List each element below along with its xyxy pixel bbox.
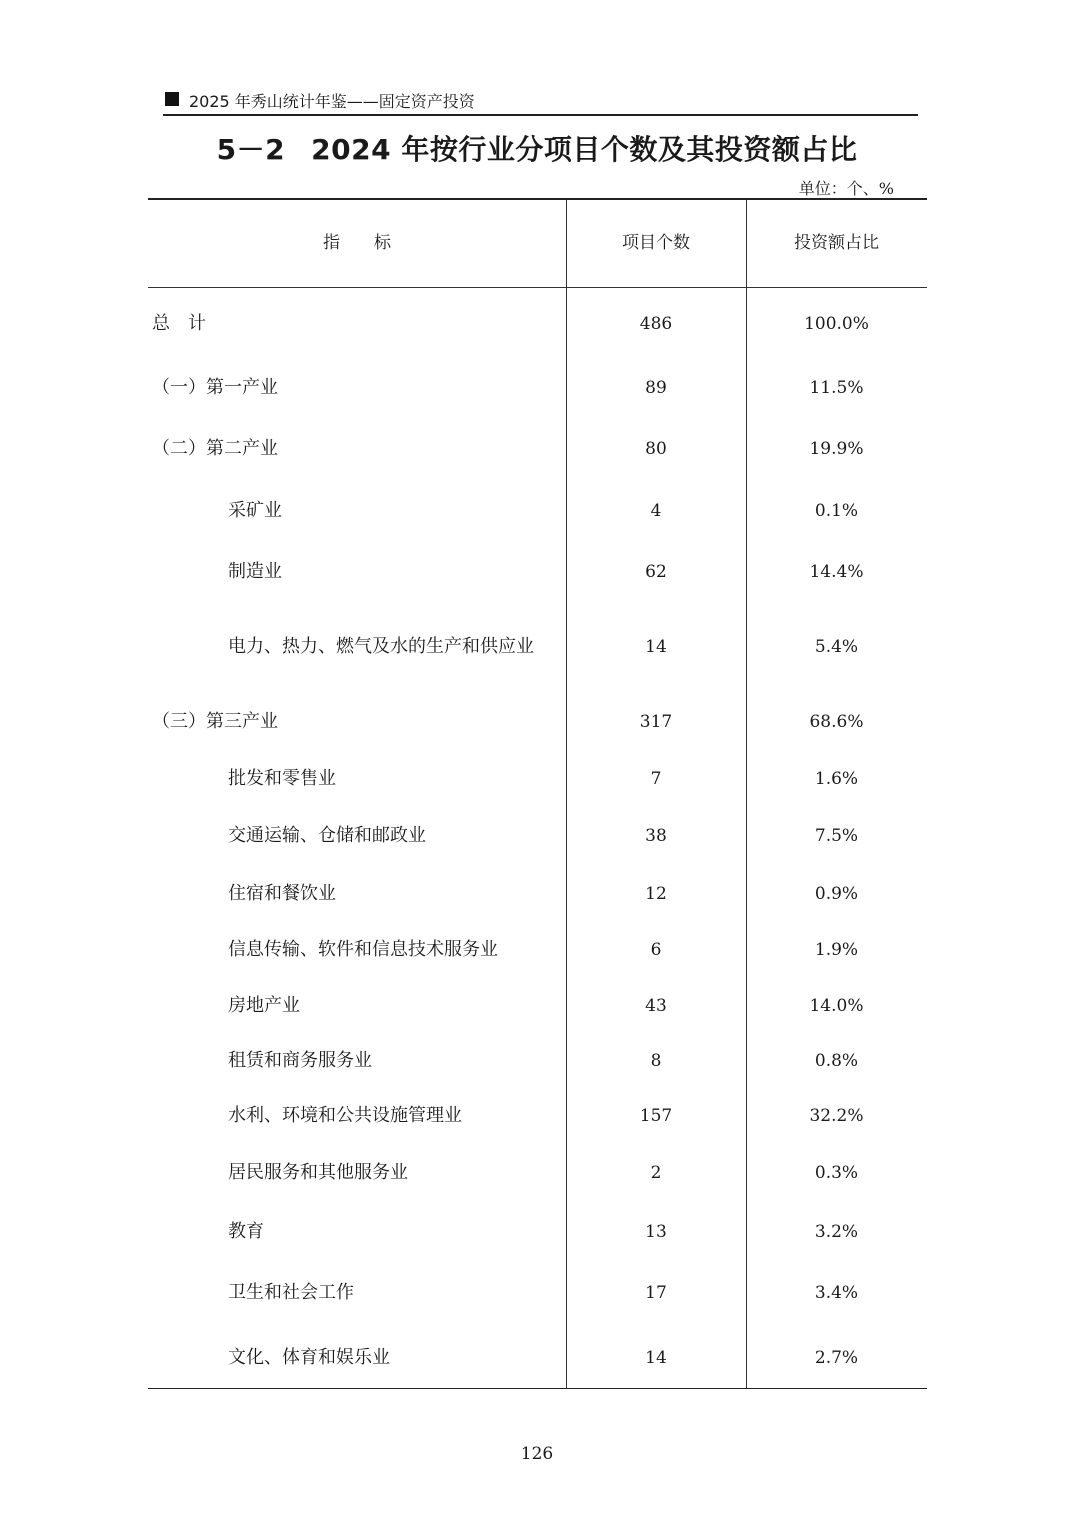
table-row xyxy=(148,1278,927,1308)
row-label: （三）第三产业 xyxy=(152,711,278,732)
row-label: （一）第一产业 xyxy=(152,377,278,398)
row-share: 7.5% xyxy=(814,826,859,846)
row-label: 信息传输、软件和信息技术服务业 xyxy=(228,939,498,960)
table-row xyxy=(148,1217,927,1247)
row-count: 89 xyxy=(645,378,667,398)
running-header xyxy=(163,88,918,116)
row-count: 7 xyxy=(650,769,662,789)
row-share: 3.2% xyxy=(814,1222,859,1242)
row-share: 0.1% xyxy=(814,501,859,521)
row-share: 19.9% xyxy=(809,439,864,459)
row-label: 住宿和餐饮业 xyxy=(228,883,336,904)
row-label: 交通运输、仓储和邮政业 xyxy=(228,825,426,846)
table-row xyxy=(148,632,927,662)
table-row xyxy=(148,991,927,1021)
header-square-mark xyxy=(165,92,179,106)
row-share: 5.4% xyxy=(814,637,859,657)
row-count: 17 xyxy=(645,1283,667,1303)
column-header-share: 投资额占比 xyxy=(794,233,879,253)
row-label: 房地产业 xyxy=(228,995,300,1016)
table-row xyxy=(148,879,927,909)
row-share: 14.0% xyxy=(809,996,864,1016)
table-row xyxy=(148,1343,927,1373)
table-row xyxy=(148,434,927,464)
table-row xyxy=(148,309,927,339)
table-row xyxy=(148,1158,927,1188)
row-label: 批发和零售业 xyxy=(228,768,336,789)
column-header-indicator: 指 标 xyxy=(323,233,391,253)
row-count: 8 xyxy=(650,1051,662,1071)
table-title xyxy=(0,128,1074,168)
row-share: 1.6% xyxy=(814,769,859,789)
table-row xyxy=(148,373,927,403)
row-count: 317 xyxy=(639,712,673,732)
row-share: 14.4% xyxy=(809,562,864,582)
table-row xyxy=(148,935,927,965)
row-share: 68.6% xyxy=(809,712,864,732)
row-share: 32.2% xyxy=(809,1106,864,1126)
data-table xyxy=(148,198,927,1389)
row-label: 教育 xyxy=(228,1221,264,1242)
row-share: 1.9% xyxy=(814,940,859,960)
row-count: 13 xyxy=(645,1222,667,1242)
row-label: （二）第二产业 xyxy=(152,438,278,459)
table-row xyxy=(148,1101,927,1131)
row-count: 157 xyxy=(639,1106,673,1126)
row-count: 43 xyxy=(645,996,667,1016)
row-count: 80 xyxy=(645,439,667,459)
row-share: 2.7% xyxy=(814,1348,859,1368)
row-count: 14 xyxy=(645,637,667,657)
row-count: 4 xyxy=(650,501,662,521)
table-row xyxy=(148,1046,927,1076)
unit-note: 单位：个、% xyxy=(798,179,894,198)
row-count: 38 xyxy=(645,826,667,846)
row-label: 文化、体育和娱乐业 xyxy=(228,1347,390,1368)
row-count: 14 xyxy=(645,1348,667,1368)
row-label: 租赁和商务服务业 xyxy=(228,1050,372,1071)
row-count: 12 xyxy=(645,884,667,904)
table-number: 5－2 xyxy=(216,133,286,166)
table-row xyxy=(148,496,927,526)
row-label: 电力、热力、燃气及水的生产和供应业 xyxy=(228,636,534,657)
table-row xyxy=(148,821,927,851)
row-label: 采矿业 xyxy=(228,500,282,521)
page-number: 126 xyxy=(520,1444,554,1464)
row-label: 水利、环境和公共设施管理业 xyxy=(228,1105,462,1126)
table-title-text: 2024 年按行业分项目个数及其投资额占比 xyxy=(311,133,858,166)
header-rule xyxy=(148,287,927,288)
column-header-count: 项目个数 xyxy=(622,233,690,253)
row-count: 486 xyxy=(639,314,673,334)
header-text: 2025 年秀山统计年鉴——固定资产投资 xyxy=(189,92,475,111)
row-share: 3.4% xyxy=(814,1283,859,1303)
table-row xyxy=(148,764,927,794)
row-count: 62 xyxy=(645,562,667,582)
table-row xyxy=(148,707,927,737)
row-share: 0.3% xyxy=(814,1163,859,1183)
row-label: 制造业 xyxy=(228,561,282,582)
row-share: 0.8% xyxy=(814,1051,859,1071)
row-share: 100.0% xyxy=(804,314,869,334)
row-label: 居民服务和其他服务业 xyxy=(228,1162,408,1183)
row-share: 11.5% xyxy=(809,378,864,398)
row-count: 6 xyxy=(650,940,662,960)
row-label: 卫生和社会工作 xyxy=(228,1282,354,1303)
row-count: 2 xyxy=(650,1163,662,1183)
row-label: 总 计 xyxy=(152,313,206,334)
row-share: 0.9% xyxy=(814,884,859,904)
table-row xyxy=(148,557,927,587)
